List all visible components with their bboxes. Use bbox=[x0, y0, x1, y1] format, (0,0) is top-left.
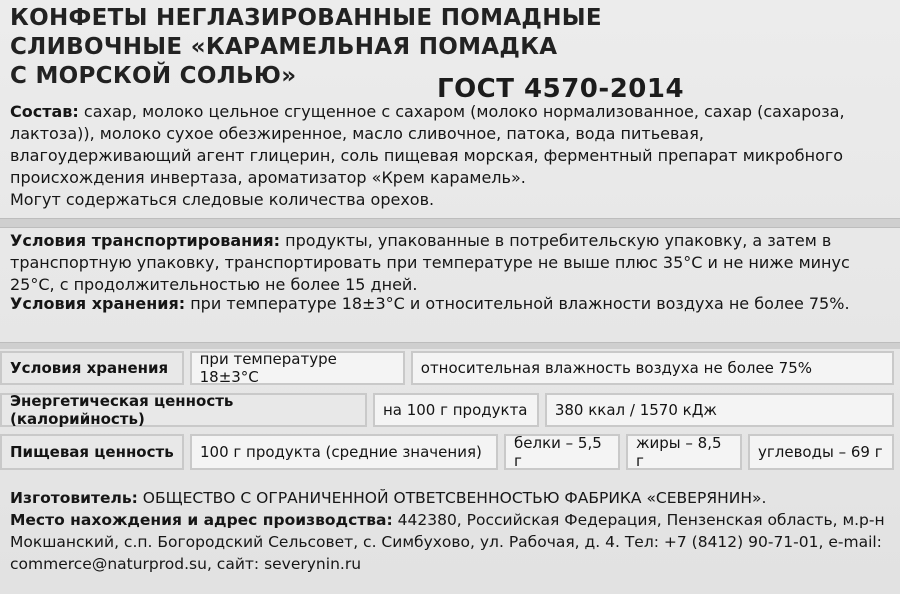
divider bbox=[0, 342, 900, 349]
manufacturer-text: ОБЩЕСТВО С ОГРАНИЧЕННОЙ ОТВЕТСВЕННОСТЬЮ ФАБРИКА «СЕВЕРЯНИН». bbox=[137, 489, 767, 507]
manufacturer-label: Изготовитель: bbox=[10, 489, 138, 507]
address-label: Место нахождения и адрес производства: bbox=[10, 511, 393, 529]
table-row-nutrition bbox=[0, 434, 900, 470]
title-line-1: КОНФЕТЫ НЕГЛАЗИРОВАННЫЕ ПОМАДНЫЕ bbox=[10, 5, 602, 31]
table-cell: на 100 г продукта bbox=[373, 393, 539, 427]
transport-text: продукты, упакованные в потребительскую упаковку, а затем в транспортную упаковку, транспортировать при температуре не выше плюс 35°С и не ниже минус 25°С, с продолжительностью не более 15 дней. bbox=[10, 231, 850, 294]
gost-standard: ГОСТ 4570-2014 bbox=[437, 74, 685, 104]
manufacturer-info bbox=[10, 487, 890, 575]
table-cell: жиры – 8,5 г bbox=[626, 434, 742, 470]
divider bbox=[0, 218, 900, 228]
title-line-2: СЛИВОЧНЫЕ «КАРАМЕЛЬНАЯ ПОМАДКА bbox=[10, 34, 558, 60]
storage-paragraph bbox=[10, 293, 880, 315]
transport-paragraph bbox=[10, 230, 895, 296]
composition-text: сахар, молоко цельное сгущенное с сахаром (молоко нормализованное, сахар (сахароза, лактоза)), молоко сухое обезжиренное, масло сливочное, патока, вода питьевая, влагоудерживающий агент глицерин, соль пищевая морская, ферментный препарат микробного происхождения инвертаза, ароматизатор «Крем карамель». bbox=[10, 102, 845, 187]
storage-text: при температуре 18±3°С и относительной влажности воздуха не более 75%. bbox=[185, 294, 850, 313]
storage-label: Условия хранения: bbox=[10, 294, 186, 313]
nuts-warning: Могут содержаться следовые количества орехов. bbox=[10, 190, 435, 209]
table-cell: относительная влажность воздуха не более 75% bbox=[411, 351, 894, 385]
table-cell: 380 ккал / 1570 кДж bbox=[545, 393, 894, 427]
table-cell: при температуре 18±3°С bbox=[190, 351, 405, 385]
composition-label: Состав: bbox=[10, 102, 79, 121]
address-block bbox=[10, 509, 890, 575]
table-row-storage bbox=[0, 351, 900, 385]
table-cell: 100 г продукта (средние значения) bbox=[190, 434, 498, 470]
address-text: 442380, Российская Федерация, Пензенская область, м.р-н Мокшанский, с.п. Богородский Сельсовет, с. Симбухово, ул. Рабочая, д. 4. Тел: +7 (8412) 90-71-01, e-mail: commerce@naturprod.su, сайт: severynin.ru bbox=[10, 511, 885, 573]
table-cell: Энергетическая ценность (калорийность) bbox=[0, 393, 367, 427]
table-row-energy bbox=[0, 393, 900, 427]
table-cell: Условия хранения bbox=[0, 351, 184, 385]
transport-label: Условия транспортирования: bbox=[10, 231, 281, 250]
title-line-3: С МОРСКОЙ СОЛЬЮ» bbox=[10, 63, 297, 89]
table-cell: Пищевая ценность bbox=[0, 434, 184, 470]
manufacturer-line bbox=[10, 487, 890, 509]
table-cell: белки – 5,5 г bbox=[504, 434, 620, 470]
composition-paragraph bbox=[10, 101, 890, 189]
table-cell: углеводы – 69 г bbox=[748, 434, 894, 470]
